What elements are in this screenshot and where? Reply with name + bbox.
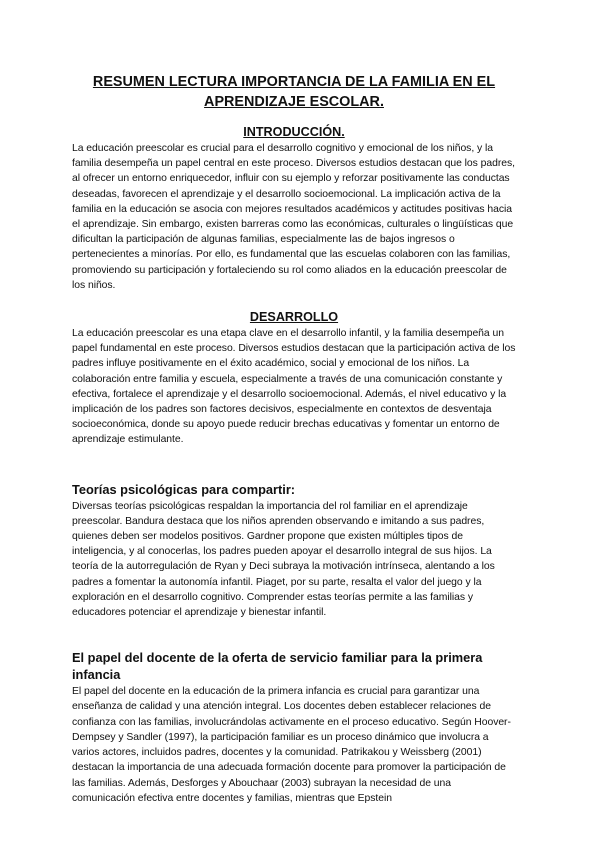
document-title: RESUMEN LECTURA IMPORTANCIA DE LA FAMILIA EN EL APRENDIZAJE ESCOLAR. [92, 74, 496, 110]
section-body-teorias: Diversas teorías psicológicas respaldan la importancia del rol familiar en el aprendizaje preescolar. Bandura destaca que los niños aprenden observando e imitando a sus padres, quienes deben ser modelos positivos. Gardner propone que existen múltiples tipos de inteligencia, y al conocerlas, los padres pueden apoyar el desarrollo integral de sus hijos. La teoría de la autorregulación de Ryan y Deci subraya la motivación intrínseca, alentando a los padres a fomentar la autonomía infantil. Piaget, por su parte, resalta el valor del juego y la exploración en el desarrollo cognitivo. Comprender estas teorías permite a las familias y educadores potenciar el aprendizaje y bienestar infantil. [72, 500, 495, 619]
section-teorias [72, 481, 516, 621]
section-body-introduccion: La educación preescolar es crucial para el desarrollo cognitivo y emocional de los niños, y la familia desempeña un papel central en este proceso. Diversos estudios destacan que los padres, al ofrecer un entorno enriquecedor, influir con su ejemplo y reforzar positivamente las conductas deseadas, favorecen el aprendizaje y el desarrollo socioemocional. La implicación activa de la familia en la educación se asocia con mejores resultados académicos y actitudes positivas hacia el aprendizaje. Sin embargo, existen barreras como las económicas, culturales o lingüísticas que dificultan la participación de algunas familias, especialmente las de bajos ingresos o pertenecientes a minorías. Por ello, es fundamental que las escuelas colaboren con las familias, promoviendo su participación y fortaleciendo su rol como aliados en la educación preescolar de los niños. [72, 143, 515, 291]
section-body-desarrollo: La educación preescolar es una etapa clave en el desarrollo infantil, y la familia desempeña un papel fundamental en este proceso. Diversos estudios destacan que la participación activa de los padres influye positivamente en el éxito académico, social y emocional de los niños. La colaboración entre familia y escuela, especialmente a través de una comunicación constante y efectiva, fortalece el aprendizaje y el desarrollo socioemocional. Además, el nivel educativo y la implicación de los padres son factores decisivos, especialmente en contextos de desventaja socioeconómica, donde su apoyo puede reducir brechas educativas y fomentar un entorno de aprendizaje estimulante. [72, 328, 516, 446]
section-introduccion [72, 124, 516, 293]
section-body-docente: El papel del docente en la educación de la primera infancia es crucial para garantizar una enseñanza de calidad y una atención integral. Los docentes deben establecer relaciones de confianza con las familias, involucrándolas activamente en el proceso educativo. Según Hoover-Dempsey y Sandler (1997), la participación familiar es un proceso dinámico que involucra a varios actores, incluidos padres, docentes y la comunidad. Patrikakou y Weissberg (2001) destacan la importancia de una adecuada formación docente para promover la participación de las familias. Además, Desforges y Abouchaar (2003) subrayan la necesidad de una comunicación efectiva entre docentes y familias, mientras que Epstein [72, 686, 511, 804]
section-desarrollo [72, 309, 516, 448]
section-docente [72, 649, 516, 806]
section-heading-docente: El papel del docente de la oferta de servicio familiar para la primera infancia [72, 650, 483, 683]
section-heading-desarrollo: DESARROLLO [249, 310, 339, 325]
section-heading-teorias: Teorías psicológicas para compartir: [72, 481, 296, 497]
section-heading-introduccion: INTRODUCCIÓN. [243, 125, 345, 139]
